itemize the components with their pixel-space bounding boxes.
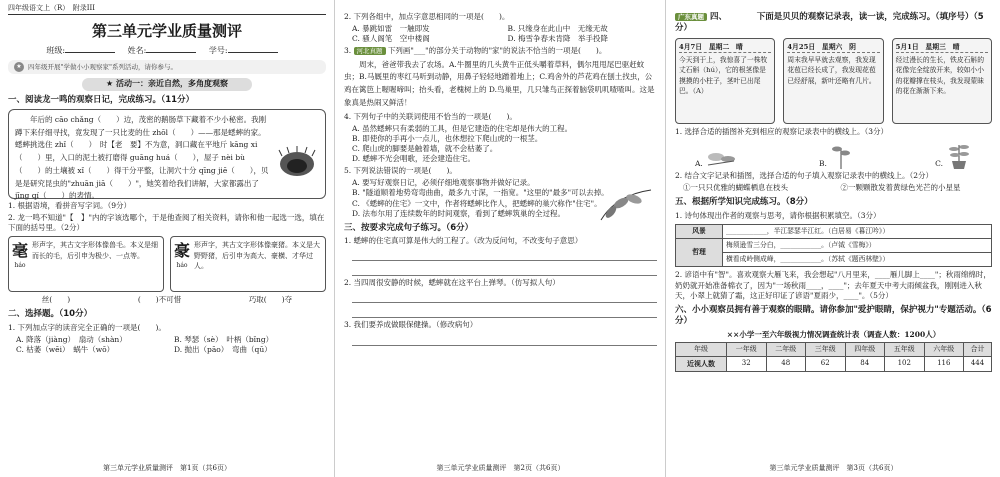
orchid-flower-icon [706,147,736,169]
answer-line-1[interactable] [352,248,657,261]
question-2-3: 3. 河北真题 下列画"___"的部分关于动物的"家"的说法不恰当的一项是( )。 [344,46,607,56]
sentence-1: 1. 蟋蟀的住宅真可算是伟大的工程了。（改为反问句，不改变句子意思） [344,236,583,246]
region-tag: 广东真题 [675,13,707,21]
page-1 [0,0,335,477]
section-1-heading: 一、阅读龙一鸣的观察日记，完成练习。（11分） [8,95,195,106]
answer-line-2b[interactable] [352,305,657,318]
option-a[interactable]: A. 要写好观察日记，必须仔细地观察事物并做好记录。 [352,178,535,188]
section-2-heading: 二、选择题。（10分） [8,309,93,320]
option-1[interactable]: ①一只只优雅的蝴蝶栖息在枝头 [683,183,788,193]
table-row: 哲理 梅须逊雪三分白，____________。（卢钺《雪梅》） [676,239,992,253]
leaf-illustration [596,185,656,225]
id-field[interactable] [228,52,278,53]
question-2-1: 1. 下列加点字的读音完全正确的一项是( )。 [8,322,166,332]
record-card: 5月1日 星期三 晴 经过漫长的生长，铁皮石斛的花像完全绽放开来，较如小小的花瓣撑在枝头，我发现蒙昧的花在渐渐下来。 [892,38,992,124]
page-footer: 第三单元学业质量测评 第1页（共6页） [103,463,231,472]
class-field[interactable] [65,52,115,53]
image-options [675,139,992,169]
option-d[interactable]: D. 法布尔用了连续数年的时间观察，看到了蟋蟀筑巢的全过程。 [352,208,566,218]
name-field[interactable] [146,52,196,53]
question-2-5: 5. 下列说法错误的一项是( )。 [344,166,457,176]
page-footer: 第三单元学业质量测评 第3页（共6页） [769,463,898,472]
option-d[interactable]: D. 蟋蟀不光会唱歌，还会建造住宅。 [352,154,476,163]
section-3-heading: 三、按要求完成句子练习。（6分） [344,222,474,233]
observation-diary: 年后的 cāo chǎng（ ）边，茂密的鹅肠草下藏着不少小秘密。我刚蹲下来仔细寻找，竟发现了一只比麦的仕 zhōl（ ）——那是蟋蟀的家。蟋蟀挑选住 zhǐ（ ） 时【老 要】不为意，洞口藏在平地斤 kāng xi（ ）里，入口的泥土被打磨得 guāng huá（ ），屋子 nèi bù（ ）的土壤被 xǐ（ ）得干分平整，让洞穴十分 qīng jiē（ ），贝是是研究昆虫的"zhuān jiā（ ）"，她笑着给我们讲解，大家都露出了 jīng qí（ ）的表情。 [8,109,326,199]
option-2[interactable]: ②一颗颗散发着黄绿色光芒的小星星 [840,183,961,193]
vision-stats-table [675,342,992,372]
option-b[interactable]: B. 琴瑟（sè） 叶柄（bǐng） [174,334,274,344]
tip-icon: ★ [14,62,24,72]
question-2-4: 4. 下列句子中的关联词使用不恰当的一项是( )。 [344,111,517,121]
option-a[interactable]: A. 暴跳如雷 一触即发 [352,24,430,34]
answer-line-2[interactable] [352,290,657,303]
option-c[interactable]: C. 枯萎（wēi） 蜗牛（wō） [16,344,115,354]
region-tag: 河北真题 [354,47,386,55]
table-header-row: 年级 一年级 二年级 三年级 四年级 五年级 六年级 合计 [676,342,992,356]
farm-passage: 周末，爸爸带我去了农场。A.牛圈里的几头黄牛正低头嚼着草料，偶尔甩甩尾巴驱赶蚊虫；B.马厩里的枣红马听到动静，用鼻子轻轻地蹭着地上；C.鸡舍外的芦花鸡在刨土找虫，公鸡在篱笆上喔喔啼叫；抬头看，老槐树上的 D.鸟巢里，几只雏鸟正探着脑袋叽叽喳喳叫。这是象真是热闹又鲜活！ [344,59,655,107]
option-a[interactable]: A. 虽然蟋蟀只有柔弱的工具，但是它建造的住宅却是伟大的工程。 [352,123,573,133]
activity-banner: ★ 活动一：亲近自然，多角度观察 [82,78,252,91]
option-b[interactable]: B. 即使你的手再小一点儿，也休想拉下爬山虎的一根茎。 [352,133,543,143]
option-c[interactable]: C. 爬山虎的脚要是触着墙，就不会枯萎了。 [352,143,498,153]
fill-blank[interactable]: 巧取( )夺 [248,295,293,305]
record-card: 4月7日 星期二 晴 今天到于上，我惊喜了一株牧丈石斛（hú），它的根茎像是摸摸的小柱子，茎叶已出尾巴。（A） [675,38,775,124]
option-c[interactable]: C. 骚人阁笔 空中楼阁 [352,34,430,44]
poem-table [675,224,992,268]
record-card: 4月25日 星期六 阴 周末我早早就去观察，我发现花苞已经长成了，我发现花苞已经舒展，新叶还略有几片。 [783,38,883,124]
image-option-b[interactable]: B. [819,141,852,169]
option-a[interactable]: A. 降落（jiàng） 扇动（shàn） [16,334,127,344]
table-title: ××小学一至六年级视力情况调查统计表（调查人数：1200人） [726,329,941,339]
sentence-3: 3. 我们要养成做眼保健操。（修改病句） [344,320,478,330]
question-2-2-options [344,24,657,44]
cricket-burrow-illustration [277,146,317,178]
question-1-2: 2. 龙一鸣不知道"【 】"内的字该选哪个，于是他查阅了相关资料，请你和他一起选一选，填在下面的括号里。（2分） [8,212,325,232]
sentence-2: 2. 当四周很安静的时候，蟋蟀就在这平台上弹琴。（仿写拟人句） [344,278,560,288]
question-2-4-options [344,124,597,165]
section-5-heading: 五、根据所学知识完成练习。（8分） [675,197,813,208]
character-boxes [8,236,326,292]
potted-plant-icon [946,141,972,169]
answer-line-3[interactable] [352,333,657,346]
option-b[interactable]: B. "隧道顺着地势弯弯曲曲，最多九寸深，一指宽。"这里的"最多"可以去掉。 [352,188,609,198]
intro-tip: ★ 四年级开展"学做小小观察家"系列活动，请你参与。 [8,60,326,74]
question-5-2: 2. 谚语中有"智"。喜欢观察大雁飞来，我会想起"八月里来，____雁儿脚上____"；秋雨绵绵时，奶奶就开始准备棉衣了，因为"一场秋雨____，____"；去年夏天中考大雨倾盆我，刚刚进入秋天，小翠上就猜了霜，这正好印证了谚语"夏雨少，____"。（5分） [675,270,991,300]
question-2-1-options [8,335,326,355]
image-option-a[interactable]: A. [695,147,736,169]
char-box-hao-2: 豪 háo 形声字，其古文字形体像豪猪。本义是大野野猪，后引申为高大、豪横、才华过人。 [170,236,326,292]
fill-blank[interactable]: ( )不可惜 [137,295,182,305]
option-d[interactable]: D. 梅雪争春未肯降 举手投降 [507,34,609,44]
question-4-1: 1. 选择合适的插图补充到相应的观察记录表中的横线上。（3分） [675,126,889,136]
option-b[interactable]: B. 只缘身在此山中 无缘无故 [507,24,608,34]
student-info: 班级: 姓名: 学号: [8,46,326,57]
section-6-heading: 六、小小观察员拥有善于观察的眼睛。请你参加"爱护眼睛，保护视力"专题活动。（6分） [675,304,992,327]
answer-line-1b[interactable] [352,263,657,276]
question-5-1: 1. 诗句体现出作者的观察与思考，请你根据积累填空。（3分） [675,210,881,220]
section-4-heading: 广东真题 四、 下面是贝贝的观察记录表，读一读，完成练习。（填序号）（5分） [675,12,984,34]
page-footer: 第三单元学业质量测评 第2页（共6页） [436,463,565,472]
page-2 [336,0,666,477]
sprout-icon [830,141,852,169]
char-fill-blanks [8,295,326,305]
table-row: 横看成岭侧成峰，____________。（苏轼《题西林壁》） [676,253,992,267]
question-2-2: 2. 下列各组中，加点字意思相同的一项是( )。 [344,12,510,21]
page-header: 四年级语文上（R） 附录III [8,4,326,15]
page-3 [667,0,1000,477]
question-4-2: 2. 结合文字记录和插图，选择合适的句子填入观察记录表中的横线上。（2分） [675,171,934,181]
page-title: 第三单元学业质量测评 [91,22,242,41]
table-row: 风景 ____________，半江瑟瑟半江红。（白居易《暮江吟》） [676,224,992,238]
char-box-hao-1: 毫 háo 形声字，其古文字形体像兽毛。本义是细而长的毛，后引申为极少、一点等。 [8,236,164,292]
fill-blank[interactable]: 丝( ) [41,295,71,305]
image-option-c[interactable]: C. [935,141,972,169]
observation-record-cards [675,38,992,124]
option-d[interactable]: D. 抛出（pāo） 弯曲（qū） [174,344,272,354]
question-4-2-options [675,183,992,193]
table-row: 近视人数 32 48 62 84 102 116 444 [676,357,992,371]
question-1-1: 1. 根据语境，看拼音写字词。（9分） [8,200,132,210]
option-c[interactable]: C. 《蟋蟀的住宅》一文中，作者将蟋蟀比作人，把蟋蟀的巢穴称作"住宅"。 [352,198,602,208]
